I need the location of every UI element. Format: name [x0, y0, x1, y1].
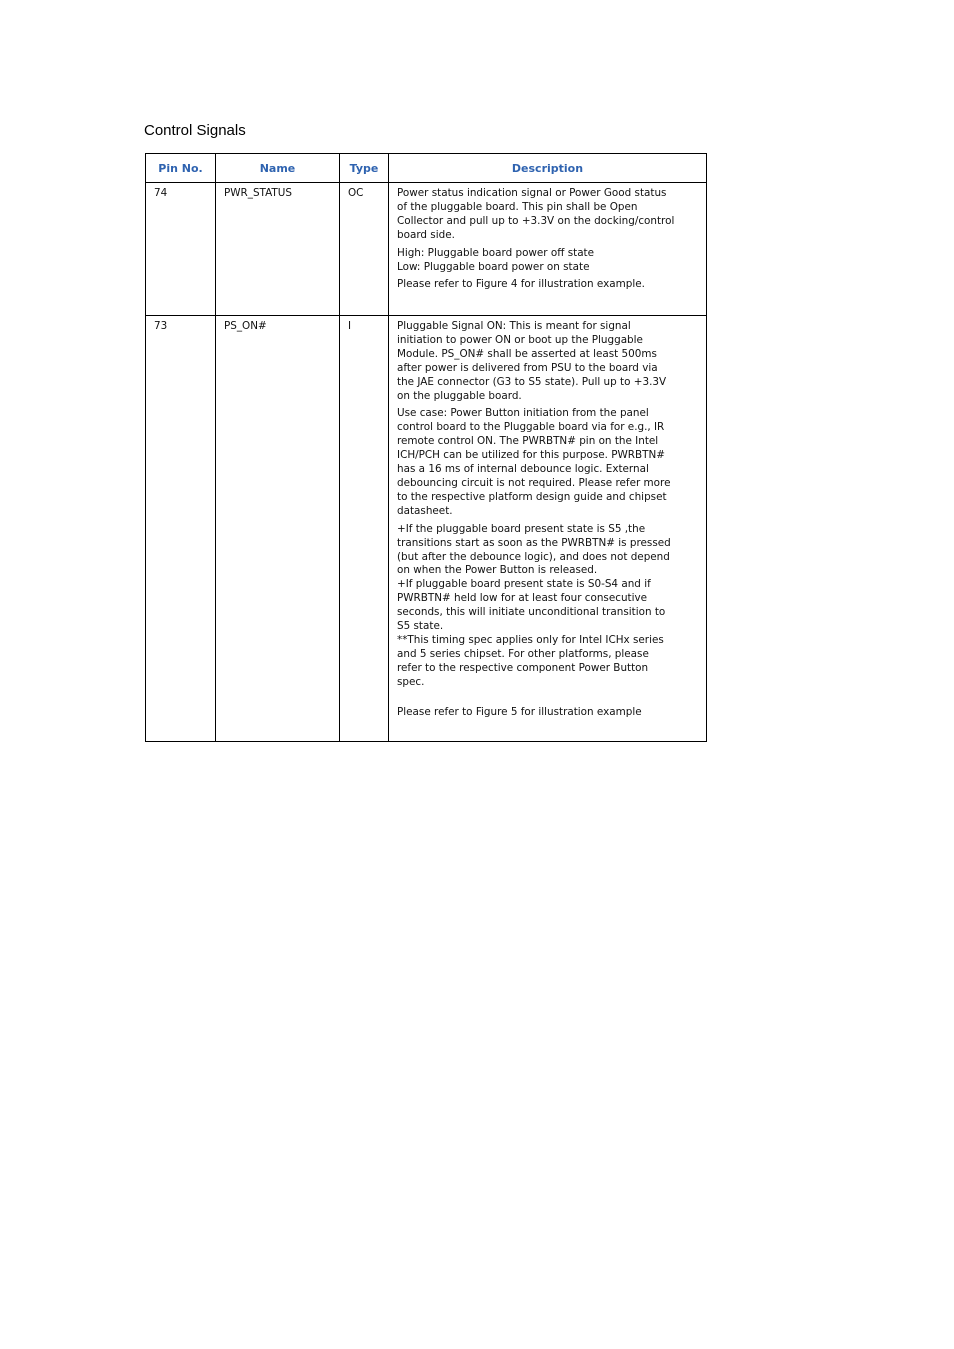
- table-header-row: [146, 154, 707, 183]
- header-name: Name: [216, 154, 340, 183]
- table-row: [146, 183, 707, 316]
- description-paragraph: High: Pluggable board power off state Low: Pluggable board power on state: [397, 246, 595, 273]
- section-heading: Control Signals: [144, 122, 246, 139]
- cell-description: [389, 316, 707, 742]
- description-paragraph: Use case: Power Button initiation from the panel control board to the Pluggable board via for e.g., IR remote control ON. The PWRBTN# pin on the Intel ICH/PCH can be utilized for this purpose. PWRBTN# has a 16 ms of internal debounce logic. External debouncing circuit is not required. Please refer more to the respective platform design guide and chipset datasheet.: [397, 407, 671, 517]
- description-paragraph: +If the pluggable board present state is S5 ,the transitions start as soon as the PWRBTN# is pressed (but after the debounce logic), and does not depend on when the Power Button is released. +If pluggable board present state is S0-S4 and if PWRBTN# held low for at least four consecutive seconds, this will initiate unconditional transition to S5 state. **This timing spec applies only for Intel ICHx series and 5 series chipset. For other platforms, please refer to the respective component Power Button spec.: [397, 522, 671, 688]
- cell-type: OC: [340, 183, 389, 316]
- table-row: [146, 316, 707, 742]
- description-paragraph: Pluggable Signal ON: This is meant for signal initiation to power ON or boot up the Pluggable Module. PS_ON# shall be asserted at least 500ms after power is delivered from PSU to the board via the JAE connector (G3 to S5 state). Pull up to +3.3V on the pluggable board.: [397, 320, 667, 402]
- cell-type: I: [340, 316, 389, 742]
- cell-name: PWR_STATUS: [216, 183, 340, 316]
- description-paragraph: Power status indication signal or Power Good status of the pluggable board. This pin shall be Open Collector and pull up to +3.3V on the docking/control board side.: [397, 187, 675, 241]
- description-paragraph: Please refer to Figure 4 for illustration example.: [397, 278, 645, 291]
- control-signals-table: [145, 153, 707, 742]
- header-description: Description: [389, 154, 707, 183]
- header-pin-no: Pin No.: [146, 154, 216, 183]
- header-type: Type: [340, 154, 389, 183]
- cell-description: [389, 183, 707, 316]
- cell-pin: 74: [146, 183, 216, 316]
- cell-pin: 73: [146, 316, 216, 742]
- description-paragraph: Please refer to Figure 5 for illustration example: [397, 705, 642, 718]
- cell-name: PS_ON#: [216, 316, 340, 742]
